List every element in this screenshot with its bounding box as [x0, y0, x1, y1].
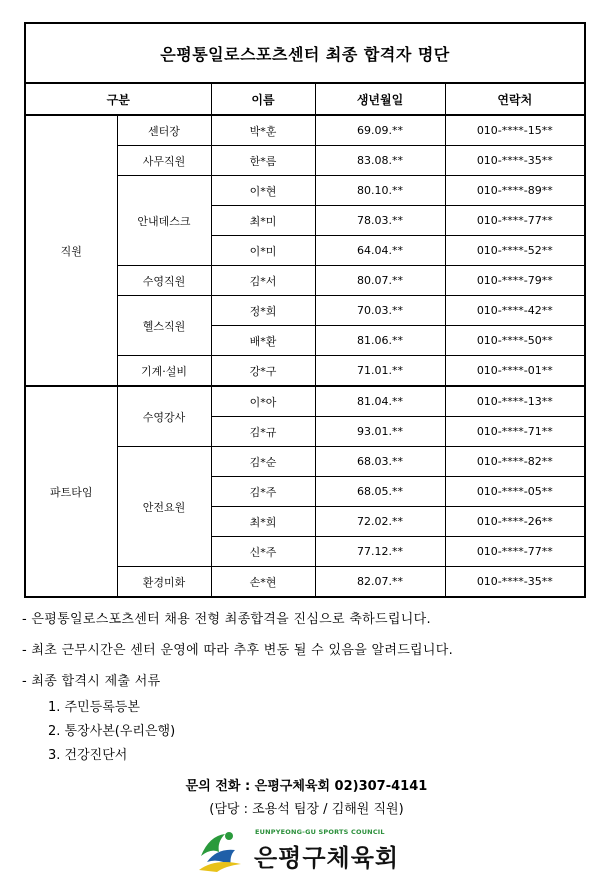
- table-row: [25, 115, 585, 146]
- logo-korean-text: 은평구체육회: [254, 844, 400, 872]
- documents-list: [22, 696, 597, 768]
- header-contact: 연락처: [445, 83, 585, 115]
- birth-cell: 83.08.**: [315, 146, 445, 176]
- phone-cell: 010-****-13**: [445, 386, 585, 417]
- phone-cell: 010-****-77**: [445, 537, 585, 567]
- birth-cell: 69.09.**: [315, 115, 445, 146]
- name-cell: 김*주: [211, 477, 315, 507]
- page-title: 은평통일로스포츠센터 최종 합격자 명단: [25, 23, 585, 83]
- name-cell: 최*희: [211, 507, 315, 537]
- birth-cell: 82.07.**: [315, 567, 445, 598]
- name-cell: 이*미: [211, 236, 315, 266]
- phone-cell: 010-****-71**: [445, 417, 585, 447]
- birth-cell: 80.07.**: [315, 266, 445, 296]
- name-cell: 박*훈: [211, 115, 315, 146]
- phone-cell: 010-****-77**: [445, 206, 585, 236]
- phone-cell: 010-****-89**: [445, 176, 585, 206]
- birth-cell: 78.03.**: [315, 206, 445, 236]
- phone-cell: 010-****-35**: [445, 146, 585, 176]
- name-cell: 강*구: [211, 356, 315, 387]
- name-cell: 이*현: [211, 176, 315, 206]
- position-cell: 환경미화: [117, 567, 211, 598]
- category-cell: 직원: [25, 115, 117, 386]
- phone-cell: 010-****-26**: [445, 507, 585, 537]
- name-cell: 김*순: [211, 447, 315, 477]
- table-row: [25, 386, 585, 417]
- position-cell: 기계·설비: [117, 356, 211, 387]
- header-category: 구분: [25, 83, 211, 115]
- documents-title: - 최종 합격시 제출 서류: [22, 674, 161, 689]
- birth-cell: 93.01.**: [315, 417, 445, 447]
- document-item: 1. 주민등록등본: [48, 700, 140, 715]
- header-name: 이름: [211, 83, 315, 115]
- name-cell: 손*현: [211, 567, 315, 598]
- category-cell: 파트타임: [25, 386, 117, 597]
- birth-cell: 81.04.**: [315, 386, 445, 417]
- position-cell: 수영직원: [117, 266, 211, 296]
- phone-cell: 010-****-05**: [445, 477, 585, 507]
- phone-cell: 010-****-52**: [445, 236, 585, 266]
- birth-cell: 64.04.**: [315, 236, 445, 266]
- name-cell: 이*아: [211, 386, 315, 417]
- phone-cell: 010-****-35**: [445, 567, 585, 598]
- name-cell: 김*규: [211, 417, 315, 447]
- name-cell: 최*미: [211, 206, 315, 236]
- congrats-note: - 은평통일로스포츠센터 채용 전형 최종합격을 진심으로 축하드립니다.: [22, 612, 431, 627]
- contact-person: (담당 : 조용석 팀장 / 김해원 직원): [209, 802, 404, 817]
- position-cell: 헬스직원: [117, 296, 211, 356]
- name-cell: 김*서: [211, 266, 315, 296]
- phone-cell: 010-****-82**: [445, 447, 585, 477]
- phone-cell: 010-****-01**: [445, 356, 585, 387]
- position-cell: 사무직원: [117, 146, 211, 176]
- position-cell: 안전요원: [117, 447, 211, 567]
- birth-cell: 68.03.**: [315, 447, 445, 477]
- birth-cell: 77.12.**: [315, 537, 445, 567]
- phone-cell: 010-****-42**: [445, 296, 585, 326]
- position-cell: 수영강사: [117, 386, 211, 447]
- work-hours-note: - 최초 근무시간은 센터 운영에 따라 추후 변동 될 수 있음을 알려드립니다.: [22, 643, 454, 658]
- birth-cell: 72.02.**: [315, 507, 445, 537]
- birth-cell: 71.01.**: [315, 356, 445, 387]
- notes-section: [22, 609, 597, 768]
- birth-cell: 70.03.**: [315, 296, 445, 326]
- birth-cell: 81.06.**: [315, 326, 445, 356]
- phone-cell: 010-****-79**: [445, 266, 585, 296]
- phone-cell: 010-****-50**: [445, 326, 585, 356]
- council-logo: [195, 824, 415, 876]
- position-cell: 안내데스크: [117, 176, 211, 266]
- council-emblem-icon: [195, 826, 245, 872]
- document-item: 3. 건강진단서: [48, 748, 128, 763]
- results-table: [24, 22, 586, 598]
- name-cell: 한*름: [211, 146, 315, 176]
- name-cell: 배*환: [211, 326, 315, 356]
- name-cell: 신*주: [211, 537, 315, 567]
- contact-phone: 문의 전화 : 은평구체육회 02)307-4141: [185, 779, 428, 794]
- phone-cell: 010-****-15**: [445, 115, 585, 146]
- position-cell: 센터장: [117, 115, 211, 146]
- birth-cell: 80.10.**: [315, 176, 445, 206]
- logo-english-text: EUNPYEONG-GU SPORTS COUNCIL: [255, 828, 385, 836]
- birth-cell: 68.05.**: [315, 477, 445, 507]
- document-item: 2. 통장사본(우리은행): [48, 724, 176, 739]
- header-birth: 생년월일: [315, 83, 445, 115]
- name-cell: 정*희: [211, 296, 315, 326]
